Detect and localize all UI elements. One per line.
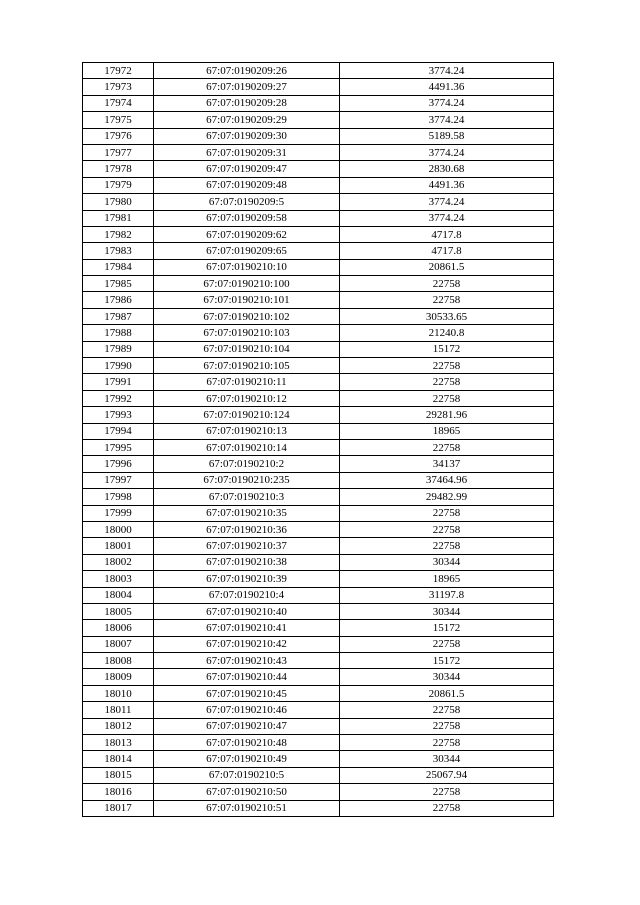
value-cell: 3774.24	[340, 95, 554, 111]
cadastral-number-cell: 67:07:0190209:5	[154, 194, 340, 210]
table-row	[83, 243, 554, 259]
cadastral-number-cell: 67:07:0190209:27	[154, 79, 340, 95]
cadastral-number-cell: 67:07:0190210:45	[154, 685, 340, 701]
table-row	[83, 374, 554, 390]
value-cell: 3774.24	[340, 63, 554, 79]
table-row	[83, 292, 554, 308]
value-cell: 22758	[340, 800, 554, 816]
value-cell: 22758	[340, 390, 554, 406]
value-cell: 22758	[340, 521, 554, 537]
row-number-cell: 17980	[83, 194, 154, 210]
table-row	[83, 259, 554, 275]
table-row	[83, 735, 554, 751]
row-number-cell: 18016	[83, 784, 154, 800]
cadastral-number-cell: 67:07:0190210:38	[154, 554, 340, 570]
row-number-cell: 17990	[83, 358, 154, 374]
cadastral-number-cell: 67:07:0190209:47	[154, 161, 340, 177]
value-cell: 4717.8	[340, 226, 554, 242]
row-number-cell: 17982	[83, 226, 154, 242]
table-row	[83, 702, 554, 718]
row-number-cell: 17994	[83, 423, 154, 439]
row-number-cell: 17991	[83, 374, 154, 390]
row-number-cell: 18008	[83, 653, 154, 669]
row-number-cell: 17999	[83, 505, 154, 521]
cadastral-number-cell: 67:07:0190210:37	[154, 538, 340, 554]
table-row	[83, 603, 554, 619]
cadastral-number-cell: 67:07:0190210:44	[154, 669, 340, 685]
value-cell: 20861.5	[340, 685, 554, 701]
table-row	[83, 79, 554, 95]
value-cell: 4491.36	[340, 177, 554, 193]
value-cell: 15172	[340, 620, 554, 636]
value-cell: 37464.96	[340, 472, 554, 488]
cadastral-number-cell: 67:07:0190210:101	[154, 292, 340, 308]
cadastral-number-cell: 67:07:0190210:11	[154, 374, 340, 390]
table-row	[83, 423, 554, 439]
table-row	[83, 177, 554, 193]
row-number-cell: 17989	[83, 341, 154, 357]
table-row	[83, 210, 554, 226]
row-number-cell: 17995	[83, 439, 154, 455]
table-row	[83, 472, 554, 488]
table-row	[83, 571, 554, 587]
row-number-cell: 18013	[83, 735, 154, 751]
table-row	[83, 226, 554, 242]
row-number-cell: 17993	[83, 407, 154, 423]
table-row	[83, 685, 554, 701]
value-cell: 22758	[340, 276, 554, 292]
value-cell: 22758	[340, 784, 554, 800]
cadastral-number-cell: 67:07:0190210:5	[154, 767, 340, 783]
value-cell: 3774.24	[340, 112, 554, 128]
value-cell: 4491.36	[340, 79, 554, 95]
row-number-cell: 18015	[83, 767, 154, 783]
table-row	[83, 144, 554, 160]
cadastral-number-cell: 67:07:0190209:62	[154, 226, 340, 242]
value-cell: 34137	[340, 456, 554, 472]
value-cell: 20861.5	[340, 259, 554, 275]
cadastral-number-cell: 67:07:0190210:105	[154, 358, 340, 374]
cadastral-number-cell: 67:07:0190210:46	[154, 702, 340, 718]
table-row	[83, 587, 554, 603]
row-number-cell: 17972	[83, 63, 154, 79]
value-cell: 22758	[340, 735, 554, 751]
value-cell: 15172	[340, 341, 554, 357]
row-number-cell: 18003	[83, 571, 154, 587]
cadastral-number-cell: 67:07:0190209:65	[154, 243, 340, 259]
table-row	[83, 439, 554, 455]
table-row	[83, 554, 554, 570]
cadastral-number-cell: 67:07:0190209:58	[154, 210, 340, 226]
cadastral-number-cell: 67:07:0190210:3	[154, 489, 340, 505]
cadastral-number-cell: 67:07:0190210:41	[154, 620, 340, 636]
cadastral-number-cell: 67:07:0190210:235	[154, 472, 340, 488]
value-cell: 22758	[340, 538, 554, 554]
row-number-cell: 17997	[83, 472, 154, 488]
value-cell: 15172	[340, 653, 554, 669]
cadastral-number-cell: 67:07:0190210:51	[154, 800, 340, 816]
value-cell: 21240.8	[340, 325, 554, 341]
cadastral-number-cell: 67:07:0190209:28	[154, 95, 340, 111]
cadastral-number-cell: 67:07:0190209:29	[154, 112, 340, 128]
cadastral-number-cell: 67:07:0190210:36	[154, 521, 340, 537]
cadastral-number-cell: 67:07:0190210:47	[154, 718, 340, 734]
table-row	[83, 456, 554, 472]
row-number-cell: 17986	[83, 292, 154, 308]
cadastral-number-cell: 67:07:0190209:31	[154, 144, 340, 160]
row-number-cell: 17992	[83, 390, 154, 406]
row-number-cell: 17979	[83, 177, 154, 193]
table-row	[83, 161, 554, 177]
cadastral-number-cell: 67:07:0190210:124	[154, 407, 340, 423]
value-cell: 22758	[340, 505, 554, 521]
table-body	[83, 63, 554, 817]
row-number-cell: 18010	[83, 685, 154, 701]
value-cell: 29482.99	[340, 489, 554, 505]
cadastral-number-cell: 67:07:0190210:42	[154, 636, 340, 652]
row-number-cell: 17975	[83, 112, 154, 128]
value-cell: 31197.8	[340, 587, 554, 603]
table-row	[83, 767, 554, 783]
table-row	[83, 669, 554, 685]
row-number-cell: 18000	[83, 521, 154, 537]
row-number-cell: 18012	[83, 718, 154, 734]
row-number-cell: 18011	[83, 702, 154, 718]
cadastral-value-table	[82, 62, 554, 817]
table-row	[83, 308, 554, 324]
value-cell: 22758	[340, 439, 554, 455]
row-number-cell: 17981	[83, 210, 154, 226]
cadastral-number-cell: 67:07:0190210:100	[154, 276, 340, 292]
row-number-cell: 18006	[83, 620, 154, 636]
table-row	[83, 341, 554, 357]
value-cell: 22758	[340, 636, 554, 652]
table-row	[83, 718, 554, 734]
row-number-cell: 17987	[83, 308, 154, 324]
row-number-cell: 18009	[83, 669, 154, 685]
table-row	[83, 521, 554, 537]
table-row	[83, 407, 554, 423]
value-cell: 29281.96	[340, 407, 554, 423]
table-row	[83, 276, 554, 292]
table-row	[83, 63, 554, 79]
cadastral-number-cell: 67:07:0190210:12	[154, 390, 340, 406]
cadastral-number-cell: 67:07:0190209:48	[154, 177, 340, 193]
table-row	[83, 751, 554, 767]
cadastral-number-cell: 67:07:0190210:102	[154, 308, 340, 324]
cadastral-number-cell: 67:07:0190210:48	[154, 735, 340, 751]
table-row	[83, 390, 554, 406]
value-cell: 22758	[340, 702, 554, 718]
value-cell: 25067.94	[340, 767, 554, 783]
row-number-cell: 17984	[83, 259, 154, 275]
table-row	[83, 112, 554, 128]
value-cell: 30344	[340, 603, 554, 619]
row-number-cell: 17974	[83, 95, 154, 111]
cadastral-number-cell: 67:07:0190210:14	[154, 439, 340, 455]
table-row	[83, 538, 554, 554]
table-row	[83, 325, 554, 341]
row-number-cell: 17977	[83, 144, 154, 160]
value-cell: 5189.58	[340, 128, 554, 144]
value-cell: 18965	[340, 423, 554, 439]
value-cell: 18965	[340, 571, 554, 587]
cadastral-number-cell: 67:07:0190210:43	[154, 653, 340, 669]
cadastral-number-cell: 67:07:0190210:40	[154, 603, 340, 619]
value-cell: 3774.24	[340, 194, 554, 210]
table-row	[83, 194, 554, 210]
table-row	[83, 620, 554, 636]
value-cell: 30344	[340, 554, 554, 570]
value-cell: 22758	[340, 292, 554, 308]
value-cell: 22758	[340, 718, 554, 734]
row-number-cell: 18005	[83, 603, 154, 619]
value-cell: 4717.8	[340, 243, 554, 259]
row-number-cell: 17983	[83, 243, 154, 259]
row-number-cell: 17973	[83, 79, 154, 95]
row-number-cell: 17976	[83, 128, 154, 144]
table-row	[83, 800, 554, 816]
cadastral-number-cell: 67:07:0190210:2	[154, 456, 340, 472]
value-cell: 2830.68	[340, 161, 554, 177]
value-cell: 3774.24	[340, 210, 554, 226]
value-cell: 30344	[340, 751, 554, 767]
row-number-cell: 17988	[83, 325, 154, 341]
row-number-cell: 17996	[83, 456, 154, 472]
table-row	[83, 505, 554, 521]
value-cell: 3774.24	[340, 144, 554, 160]
cadastral-number-cell: 67:07:0190210:10	[154, 259, 340, 275]
row-number-cell: 18014	[83, 751, 154, 767]
row-number-cell: 17985	[83, 276, 154, 292]
cadastral-number-cell: 67:07:0190210:13	[154, 423, 340, 439]
table-row	[83, 784, 554, 800]
row-number-cell: 17998	[83, 489, 154, 505]
cadastral-number-cell: 67:07:0190210:50	[154, 784, 340, 800]
cadastral-number-cell: 67:07:0190210:35	[154, 505, 340, 521]
table-row	[83, 128, 554, 144]
table-row	[83, 95, 554, 111]
table-row	[83, 489, 554, 505]
row-number-cell: 18004	[83, 587, 154, 603]
cadastral-number-cell: 67:07:0190210:39	[154, 571, 340, 587]
row-number-cell: 17978	[83, 161, 154, 177]
cadastral-number-cell: 67:07:0190210:4	[154, 587, 340, 603]
cadastral-number-cell: 67:07:0190210:104	[154, 341, 340, 357]
cadastral-number-cell: 67:07:0190209:26	[154, 63, 340, 79]
value-cell: 22758	[340, 358, 554, 374]
cadastral-number-cell: 67:07:0190209:30	[154, 128, 340, 144]
value-cell: 22758	[340, 374, 554, 390]
value-cell: 30533.65	[340, 308, 554, 324]
table-row	[83, 653, 554, 669]
value-cell: 30344	[340, 669, 554, 685]
row-number-cell: 18007	[83, 636, 154, 652]
table-row	[83, 636, 554, 652]
row-number-cell: 18001	[83, 538, 154, 554]
row-number-cell: 18002	[83, 554, 154, 570]
row-number-cell: 18017	[83, 800, 154, 816]
cadastral-number-cell: 67:07:0190210:103	[154, 325, 340, 341]
table-row	[83, 358, 554, 374]
cadastral-number-cell: 67:07:0190210:49	[154, 751, 340, 767]
